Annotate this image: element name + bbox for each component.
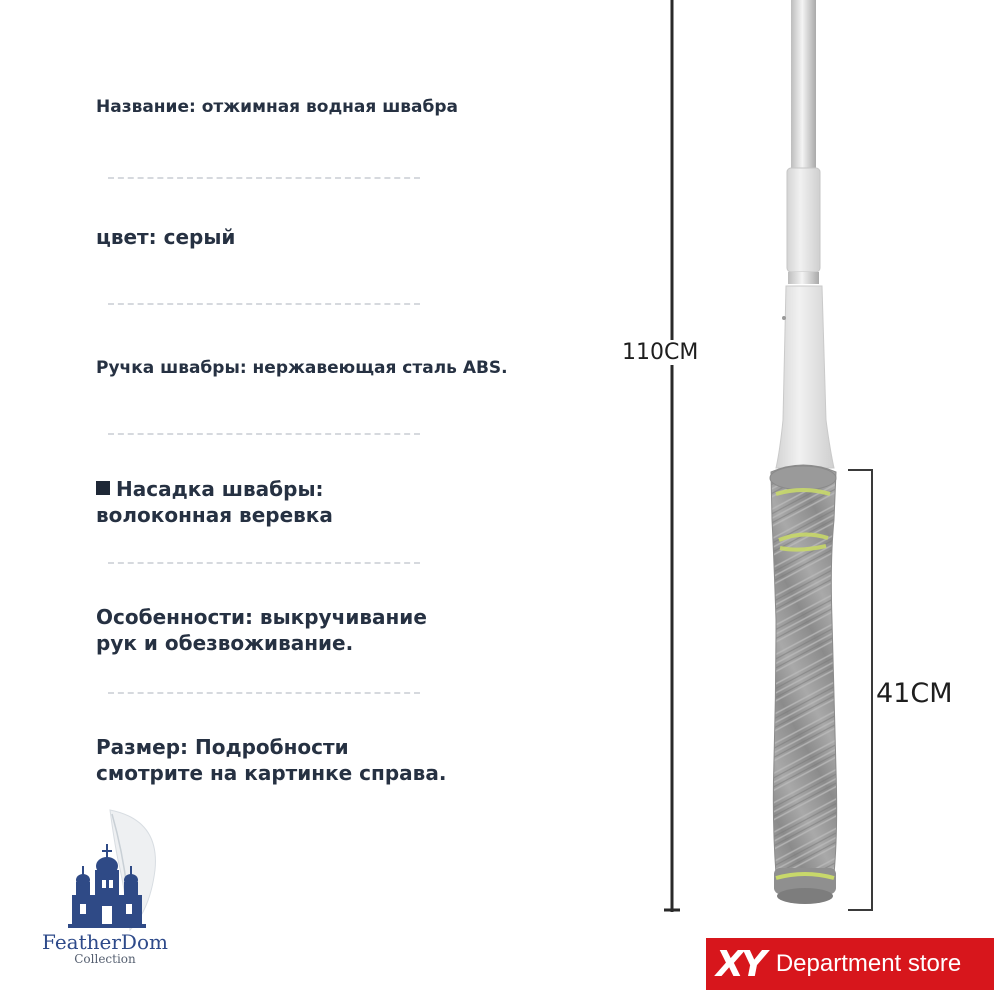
- store-name: Department store: [775, 950, 962, 977]
- head-length-indicator: [848, 470, 872, 910]
- store-badge: [706, 938, 994, 990]
- mop-pole: [791, 0, 816, 170]
- mop-ring: [788, 272, 819, 284]
- spec-size-line1: Размер: Подробности: [96, 735, 349, 759]
- total-length-label: 110CM: [622, 340, 699, 365]
- head-length-label: 41CM: [876, 678, 953, 709]
- mop-grip: [787, 168, 820, 272]
- spec-features-line1: Особенности: выкручивание: [96, 605, 427, 629]
- spec-size-line2: смотрите на картинке справа.: [96, 761, 447, 785]
- logo-subtitle: Collection: [74, 952, 136, 966]
- total-length-indicator: [664, 0, 680, 912]
- spec-handle: Ручка швабры: нержавеющая сталь ABS.: [96, 358, 508, 378]
- mop-head: [771, 465, 837, 874]
- spec-features-line2: рук и обезвоживание.: [96, 631, 354, 655]
- spec-color: цвет: серый: [96, 225, 236, 249]
- spec-name: Название: отжимная водная швабра: [96, 97, 459, 117]
- spec-head-line2: волоконная веревка: [96, 503, 333, 527]
- mop-handle-body: [776, 286, 834, 468]
- store-mark: XY: [716, 943, 764, 985]
- spec-head-line1: Насадка швабры:: [116, 477, 324, 501]
- logo-name: FeatherDom: [42, 930, 168, 954]
